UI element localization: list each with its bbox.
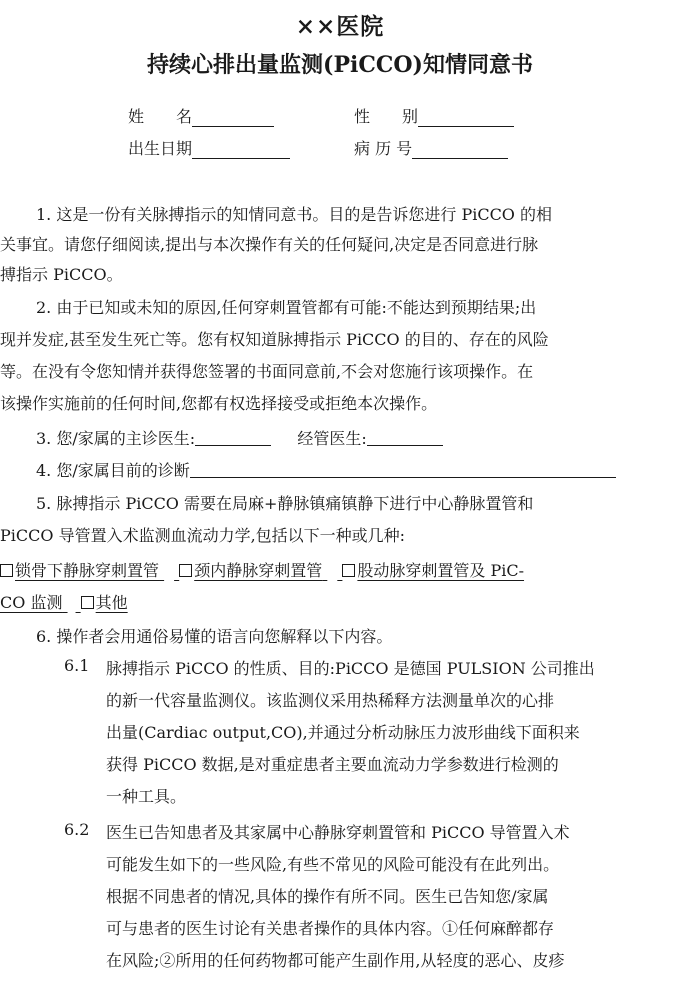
diagnosis-blank[interactable] xyxy=(190,462,616,478)
dob-label: 出生日期 xyxy=(128,139,193,158)
s62-line-1: 医生已告知患者及其家属中心静脉穿刺置管和 PiCCO 导管置入术 xyxy=(106,823,570,842)
sex-blank[interactable] xyxy=(418,109,514,127)
p5-line-2: PiCCO 导管置入术监测血流动力学,包括以下一种或几种: xyxy=(0,526,406,545)
options-line-2 xyxy=(0,590,128,613)
s62-line-2: 可能发生如下的一些风险,有些不常见的风险可能没有在此列出。 xyxy=(106,855,560,874)
managing-doctor-blank[interactable] xyxy=(367,430,443,446)
p1-line-1: 1. 这是一份有关脉搏指示的知情同意书。目的是告诉您进行 PiCCO 的相 xyxy=(36,205,553,224)
attending-doctor-label: 3. 您/家属的主诊医生: xyxy=(36,429,196,448)
section-6-1-number: 6.1 xyxy=(64,656,90,675)
sex-label: 性 别 xyxy=(354,107,419,126)
s62-line-4: 可与患者的医生讨论有关患者操作的具体内容。①任何麻醉都存 xyxy=(106,919,555,938)
option-femoral-label-cont: CO 监测 xyxy=(0,593,63,612)
option-jugular-label: 颈内静脉穿刺置管 xyxy=(194,561,323,580)
option-subclavian-checkbox[interactable] xyxy=(0,564,13,577)
dob-field[interactable] xyxy=(128,136,290,159)
option-other-label: 其他 xyxy=(95,593,128,612)
s61-line-4: 获得 PiCCO 数据,是对重症患者主要血流动力学参数进行检测的 xyxy=(106,755,559,774)
record-blank[interactable] xyxy=(412,141,508,159)
record-field[interactable] xyxy=(354,136,508,159)
p5-line-1: 5. 脉搏指示 PiCCO 需要在局麻+静脉镇痛镇静下进行中心静脉置管和 xyxy=(36,494,534,513)
attending-doctor-blank[interactable] xyxy=(195,430,271,446)
name-field[interactable] xyxy=(128,104,274,127)
p2-line-4: 该操作实施前的任何时间,您都有权选择接受或拒绝本次操作。 xyxy=(0,394,438,413)
options-line-1 xyxy=(0,558,524,581)
s62-line-3: 根据不同患者的情况,具体的操作有所不同。医生已告知您/家属 xyxy=(106,887,549,906)
option-femoral-checkbox[interactable] xyxy=(342,564,355,577)
p2-line-3: 等。在没有令您知情并获得您签署的书面同意前,不会对您施行该项操作。在 xyxy=(0,362,534,381)
p2-line-2: 现并发症,甚至发生死亡等。您有权知道脉搏指示 PiCCO 的目的、存在的风险 xyxy=(0,330,549,349)
section-6-2-number: 6.2 xyxy=(64,820,90,839)
diagnosis-label: 4. 您/家属目前的诊断 xyxy=(36,461,190,480)
managing-doctor-label: 经管医生: xyxy=(297,429,367,448)
document-title: 持续心排出量监测(PiCCO)知情同意书 xyxy=(147,52,533,78)
hospital-name: ××医院 xyxy=(295,13,385,40)
s61-line-2: 的新一代容量监测仪。该监测仪采用热稀释方法测量单次的心排 xyxy=(106,691,555,710)
option-jugular-checkbox[interactable] xyxy=(179,564,192,577)
option-other-checkbox[interactable] xyxy=(81,596,94,609)
p4-line xyxy=(36,458,616,481)
p6-line: 6. 操作者会用通俗易懂的语言向您解释以下内容。 xyxy=(36,627,393,646)
p1-line-3: 搏指示 PiCCO。 xyxy=(0,265,123,284)
option-subclavian-label: 锁骨下静脉穿刺置管 xyxy=(15,561,160,580)
s61-line-5: 一种工具。 xyxy=(106,787,187,806)
name-blank[interactable] xyxy=(192,109,274,127)
s62-line-5: 在风险;②所用的任何药物都可能产生副作用,从轻度的恶心、皮疹 xyxy=(106,951,565,970)
p2-line-1: 2. 由于已知或未知的原因,任何穿刺置管都有可能:不能达到预期结果;出 xyxy=(36,298,537,317)
s61-line-1: 脉搏指示 PiCCO 的性质、目的:PiCCO 是德国 PULSION 公司推出 xyxy=(106,659,595,678)
p3-line xyxy=(36,426,443,449)
dob-blank[interactable] xyxy=(192,141,290,159)
name-label: 姓 名 xyxy=(128,107,193,126)
option-femoral-label: 股动脉穿刺置管及 PiC- xyxy=(357,561,525,580)
sex-field[interactable] xyxy=(354,104,514,127)
record-label: 病 历 号 xyxy=(354,139,413,158)
p1-line-2: 关事宜。请您仔细阅读,提出与本次操作有关的任何疑问,决定是否同意进行脉 xyxy=(0,235,539,254)
s61-line-3: 出量(Cardiac output,CO),并通过分析动脉压力波形曲线下面积来 xyxy=(106,723,580,742)
